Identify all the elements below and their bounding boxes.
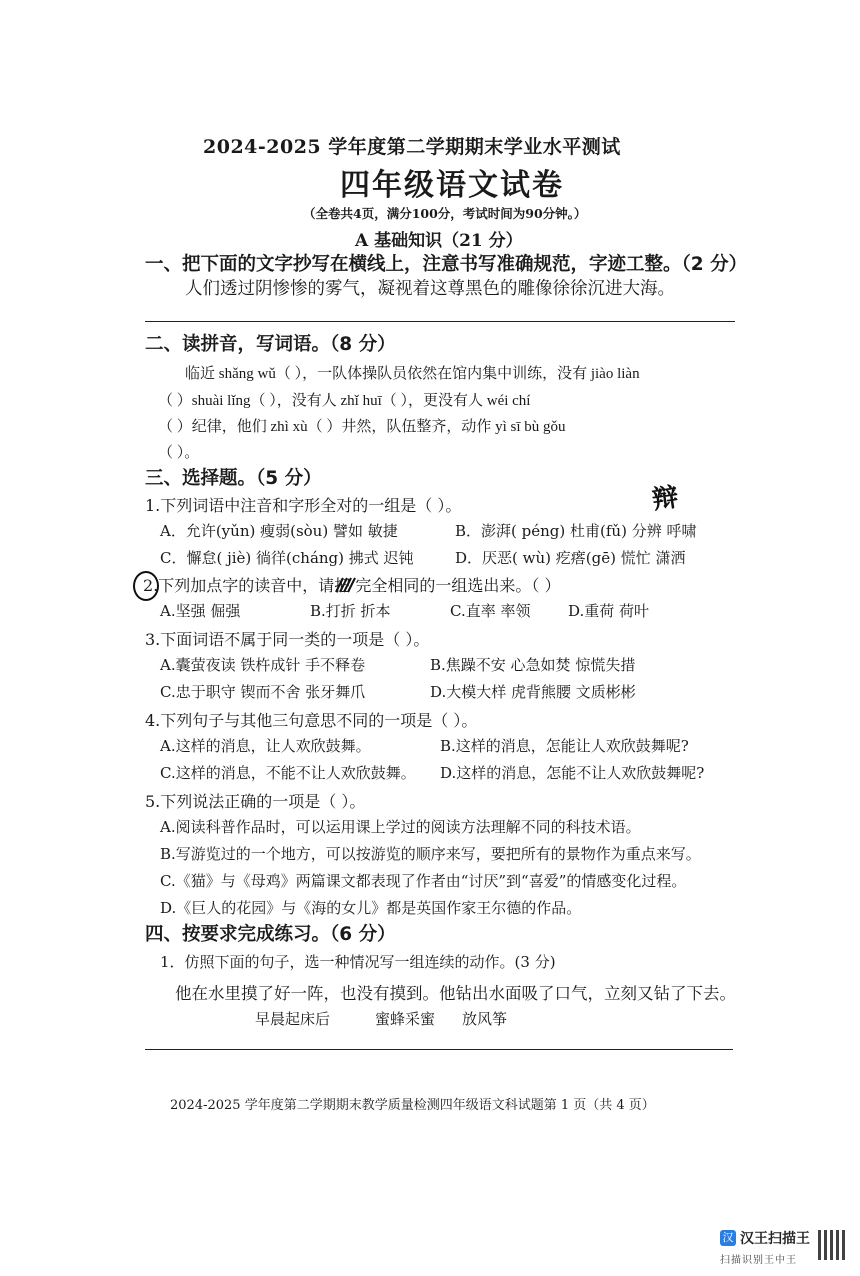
q2-option-b: B.打折 折本 [310, 602, 391, 620]
section-3-heading: 三、选择题。（5 分） [145, 468, 322, 489]
qr-code-icon [818, 1230, 848, 1260]
q2-option-d: D.重荷 荷叶 [568, 602, 650, 620]
s4-q1-stem: 1．仿照下面的句子，选一种情况写一组连续的动作。(3 分) [160, 953, 556, 971]
q3-option-a: A.囊萤夜读 铁杵成针 手不释卷 [160, 656, 366, 674]
page-footer: 2024-2025 学年度第二学期期末教学质量检测四年级语文科试题第 1 页（共 4 页） [170, 1098, 655, 1113]
q5-option-a: A.阅读科普作品时，可以运用课上学过的阅读方法理解不同的科技术语。 [160, 818, 641, 836]
copy-answer-line[interactable] [145, 321, 735, 322]
q3-option-d: D.大模大样 虎背熊腰 文质彬彬 [430, 683, 636, 701]
scanner-slogan: 扫描识别王中王 [720, 1255, 797, 1266]
q4-option-d: D.这样的消息，怎能不让人欢欣鼓舞呢? [440, 764, 705, 782]
pinyin-line-2: （ ）shuài lǐng（ ），没有人 zhǐ huī（ ），更没有人 wéi chí [158, 393, 531, 409]
q3-stem: 3.下面词语不属于同一类的一项是（ ）。 [145, 630, 430, 649]
q3-option-b: B.焦躁不安 心急如焚 惊慌失措 [430, 656, 636, 674]
copy-text: 人们透过阴惨惨的雾气，凝视着这尊黑色的雕像徐徐沉进大海。 [185, 279, 675, 299]
scanner-brand: 汉王扫描王 [740, 1231, 810, 1247]
q1-stem: 1.下列词语中注音和字形全对的一组是（ ）。 [145, 496, 462, 515]
scanner-logo-icon: 汉 [720, 1230, 736, 1246]
handwritten-correction: 辩 [650, 482, 681, 516]
q2-option-c: C.直率 率领 [450, 602, 531, 620]
q4-option-a: A.这样的消息，让人欢欣鼓舞。 [160, 737, 371, 755]
q5-stem: 5.下列说法正确的一项是（ ）。 [145, 792, 366, 811]
q4-stem: 4.下列句子与其他三句意思不同的一项是（ ）。 [145, 711, 478, 730]
q1-option-a: A．允许(yǔn) 瘦弱(sòu) 譬如 敏捷 [160, 522, 398, 540]
q4-option-b: B.这样的消息，怎能让人欢欣鼓舞呢? [440, 737, 689, 755]
pinyin-line-3: （ ）纪律，他们 zhì xù（ ）井然，队伍整齐，动作 yì sī bù gǒu [158, 419, 566, 435]
s4-option-1: 早晨起床后 [255, 1010, 331, 1028]
section-2-heading: 二、读拼音，写词语。（8 分） [145, 334, 396, 355]
q4-option-c: C.这样的消息，不能不让人欢欣鼓舞。 [160, 764, 416, 782]
q2-option-a: A.坚强 倔强 [160, 602, 241, 620]
paper-subtitle: 四年级语文试卷 [340, 168, 564, 203]
s4-answer-line[interactable] [145, 1049, 733, 1050]
s4-option-2: 蜜蜂采蜜 [375, 1010, 436, 1028]
section-4-heading: 四、按要求完成练习。（6 分） [145, 924, 396, 945]
s4-example-sentence: 他在水里摸了好一阵，也没有摸到。他钻出水面吸了口气，立刻又钻了下去。 [175, 984, 736, 1003]
s4-option-3: 放风筝 [462, 1010, 508, 1028]
q5-option-d: D.《巨人的花园》与《海的女儿》都是英国作家王尔德的作品。 [160, 899, 582, 917]
q1-option-d: D．厌恶( wù) 疙瘩(gē) 慌忙 潇洒 [455, 549, 686, 567]
q1-option-b: B．澎湃( péng) 杜甫(fǔ) 分辨 呼啸 [455, 522, 697, 540]
q5-option-b: B.写游览过的一个地方，可以按游览的顺序来写，要把所有的景物作为重点来写。 [160, 845, 701, 863]
section-1-heading: 一、把下面的文字抄写在横线上，注意书写准确规范，字迹工整。（2 分） [145, 254, 748, 275]
pinyin-line-1: 临近 shǎng wǔ（ ），一队体操队员依然在馆内集中训练，没有 jiào liàn [185, 366, 640, 382]
exam-note: （全卷共4页，满分100分，考试时间为90分钟。） [303, 206, 587, 221]
q3-option-c: C.忠于职守 锲而不舍 张牙舞爪 [160, 683, 366, 701]
scanner-watermark [720, 1228, 810, 1266]
pinyin-line-4: （ ）。 [158, 445, 200, 461]
exam-title: 2024-2025 学年度第二学期期末学业水平测试 [203, 136, 621, 158]
q2-stem: 2.下列加点字的读音中，请把 完全相同的一组选出来。（ ） [143, 576, 561, 595]
part-heading: A 基础知识（21 分） [355, 231, 523, 251]
q1-option-c: C．懈怠( jiè) 徜徉(cháng) 拂式 迟钝 [160, 549, 414, 567]
q5-option-c: C.《猫》与《母鸡》两篇课文都表现了作者由“讨厌”到“喜爱”的情感变化过程。 [160, 872, 687, 890]
